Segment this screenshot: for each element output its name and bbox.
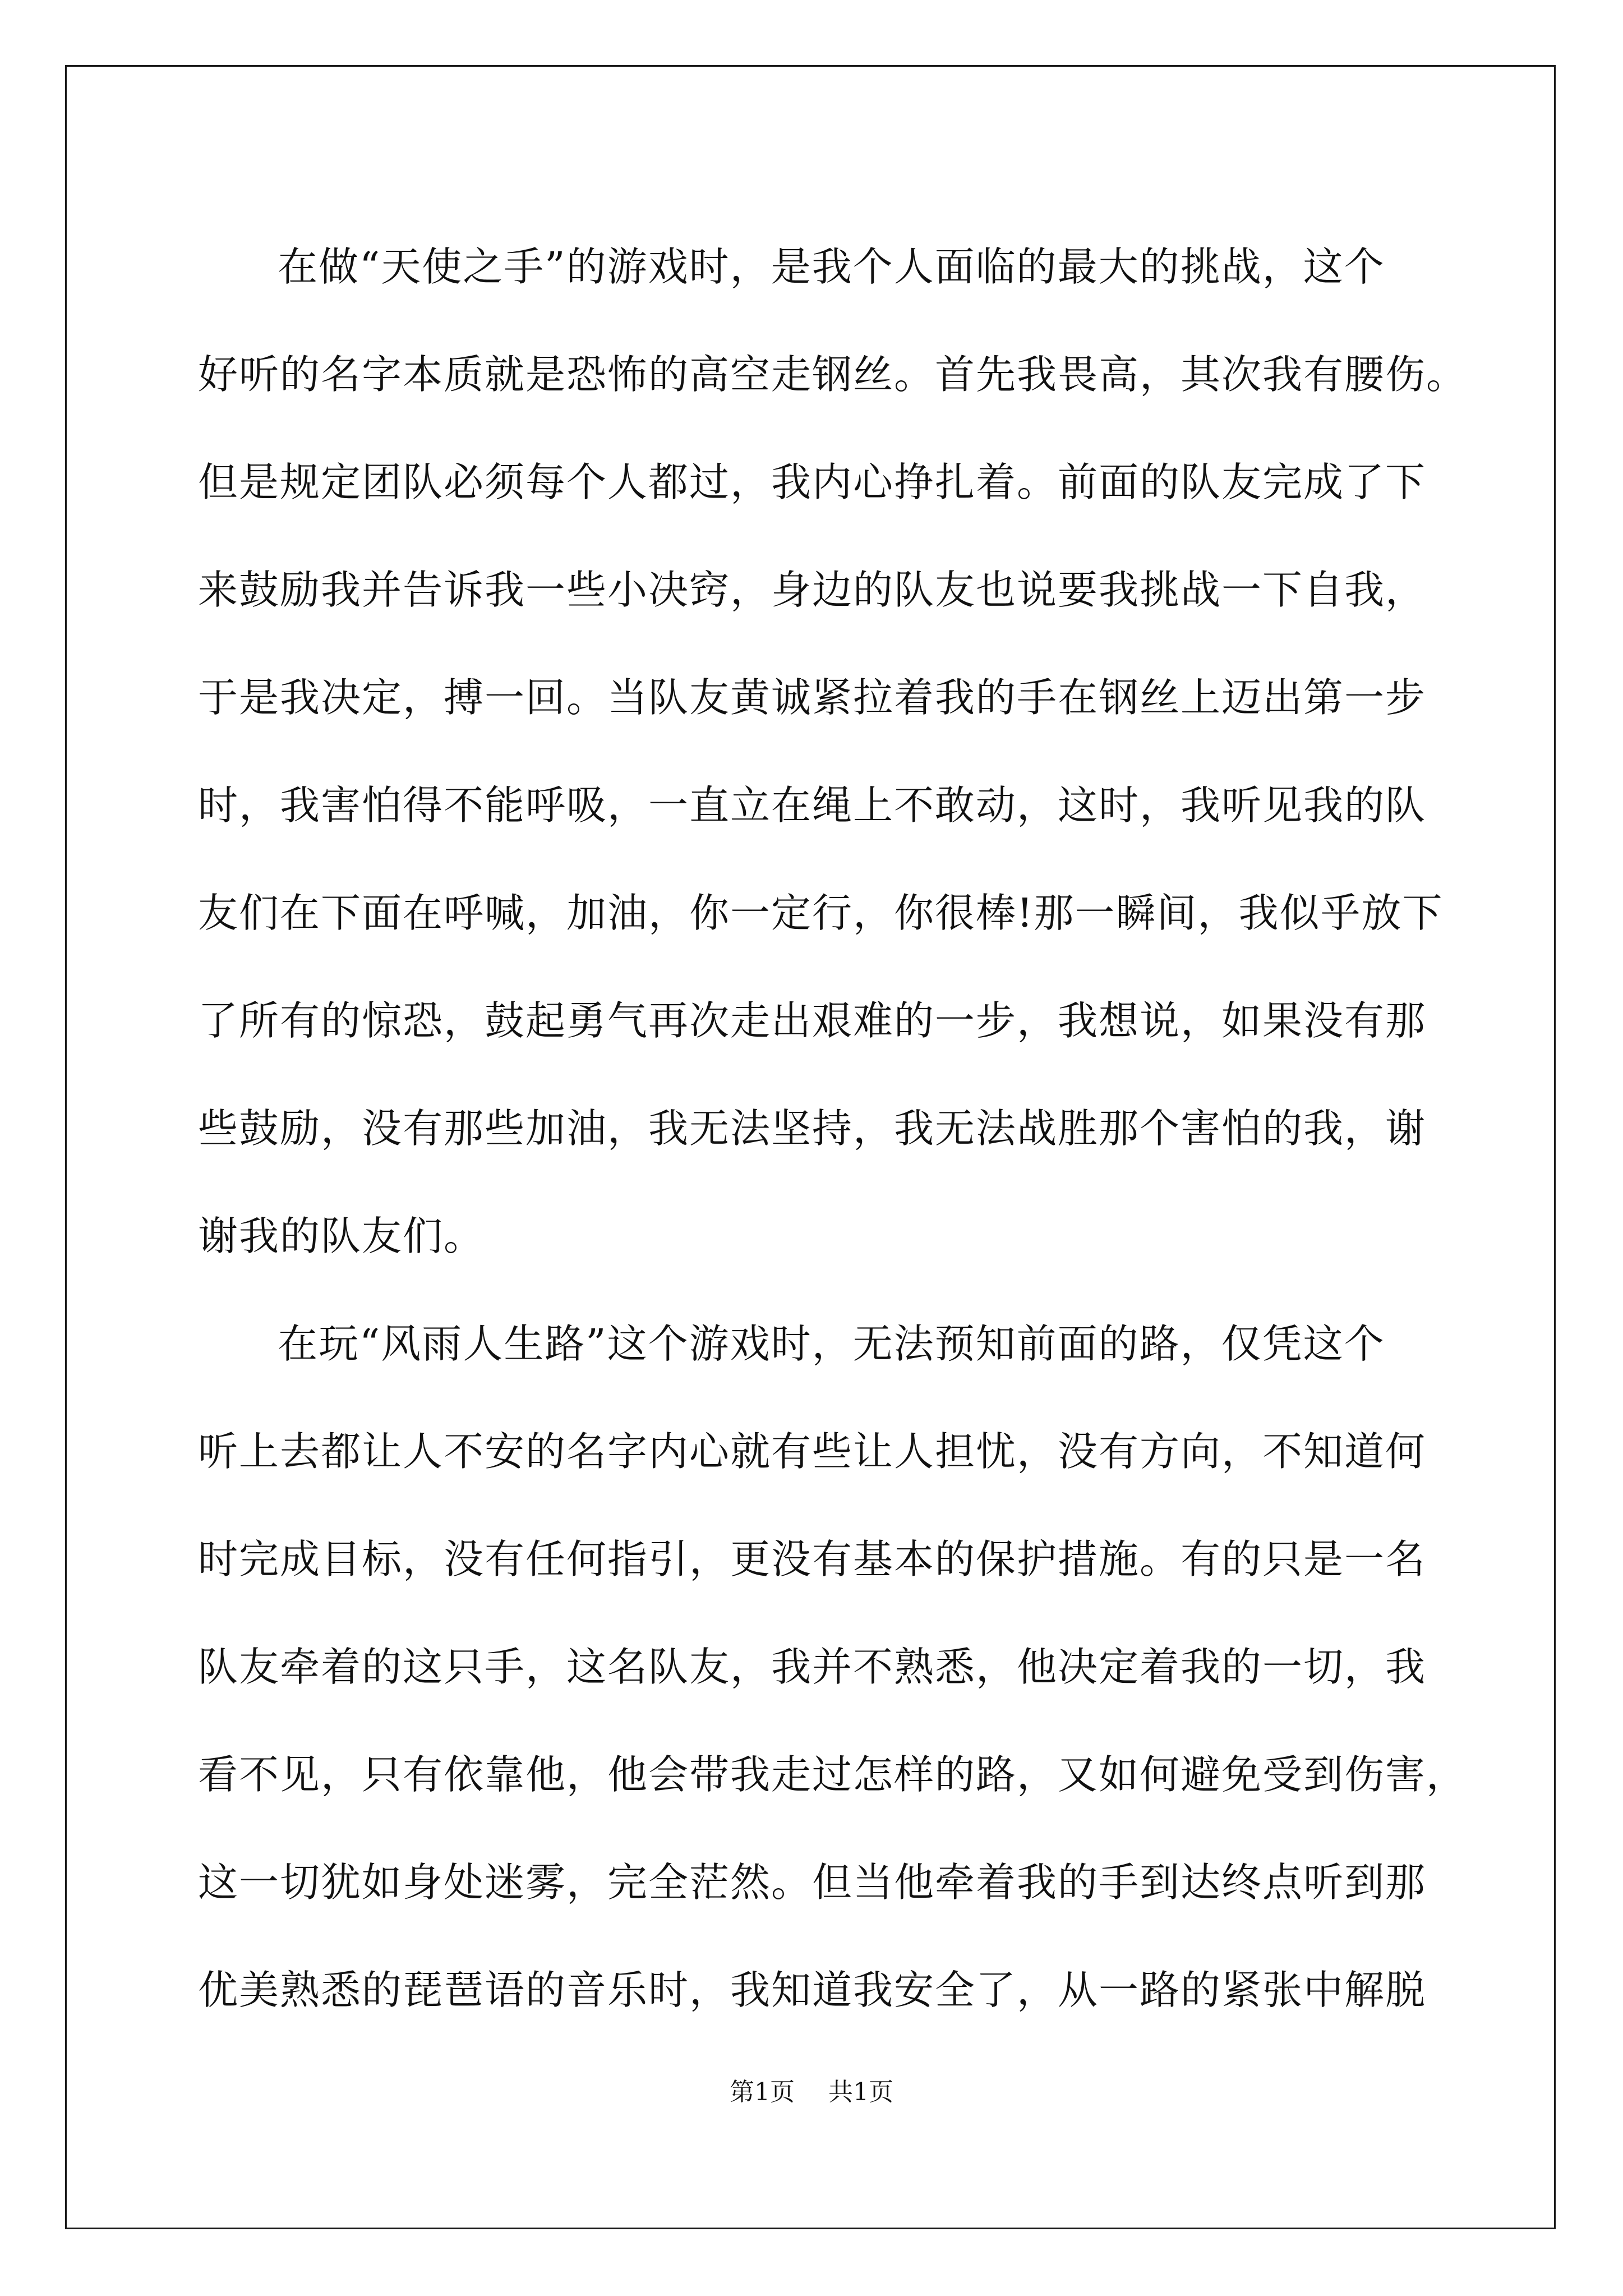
text-line: 这一切犹如身处迷雾，完全茫然。但当他牵着我的手到达终点听到那 xyxy=(198,1859,1427,1906)
page-footer xyxy=(0,2076,1623,2109)
text-line: 听上去都让人不安的名字内心就有些让人担忧，没有方向，不知道何 xyxy=(198,1428,1427,1475)
page-number-total: 共1页 xyxy=(828,2078,893,2106)
text-line: 在玩“风雨人生路”这个游戏时，无法预知前面的路，仅凭这个 xyxy=(278,1320,1385,1367)
text-line: 友们在下面在呼喊，加油，你一定行，你很棒!那一瞬间，我似乎放下 xyxy=(198,890,1444,936)
text-line: 来鼓励我并告诉我一些小决窍，身边的队友也说要我挑战一下自我， xyxy=(198,567,1427,613)
page-number-current: 第1页 xyxy=(730,2078,795,2106)
text-line: 优美熟悉的琵琶语的音乐时，我知道我安全了，从一路的紧张中解脱 xyxy=(198,1967,1427,2013)
text-line: 看不见，只有依靠他，他会带我走过怎样的路，又如何避免受到伤害， xyxy=(198,1751,1468,1798)
body-text xyxy=(198,213,1468,2044)
text-line: 在做“天使之手”的游戏时，是我个人面临的最大的挑战，这个 xyxy=(278,243,1385,290)
text-line: 于是我决定，搏一回。当队友黄诚紧拉着我的手在钢丝上迈出第一步 xyxy=(198,674,1427,721)
text-line: 时完成目标，没有任何指引，更没有基本的保护措施。有的只是一名 xyxy=(198,1536,1427,1582)
text-line: 但是规定团队必须每个人都过，我内心挣扎着。前面的队友完成了下 xyxy=(198,459,1427,505)
text-line: 了所有的惊恐，鼓起勇气再次走出艰难的一步，我想说，如果没有那 xyxy=(198,997,1427,1044)
text-line: 队友牵着的这只手，这名队友，我并不熟悉，他决定着我的一切，我 xyxy=(198,1644,1427,1690)
text-line: 些鼓励，没有那些加油，我无法坚持，我无法战胜那个害怕的我，谢 xyxy=(198,1105,1427,1152)
text-line: 时，我害怕得不能呼吸，一直立在绳上不敢动，这时，我听见我的队 xyxy=(198,782,1427,829)
text-line: 好听的名字本质就是恐怖的高空走钢丝。首先我畏高，其次我有腰伤。 xyxy=(198,351,1468,398)
text-line: 谢我的队友们。 xyxy=(198,1213,485,1259)
